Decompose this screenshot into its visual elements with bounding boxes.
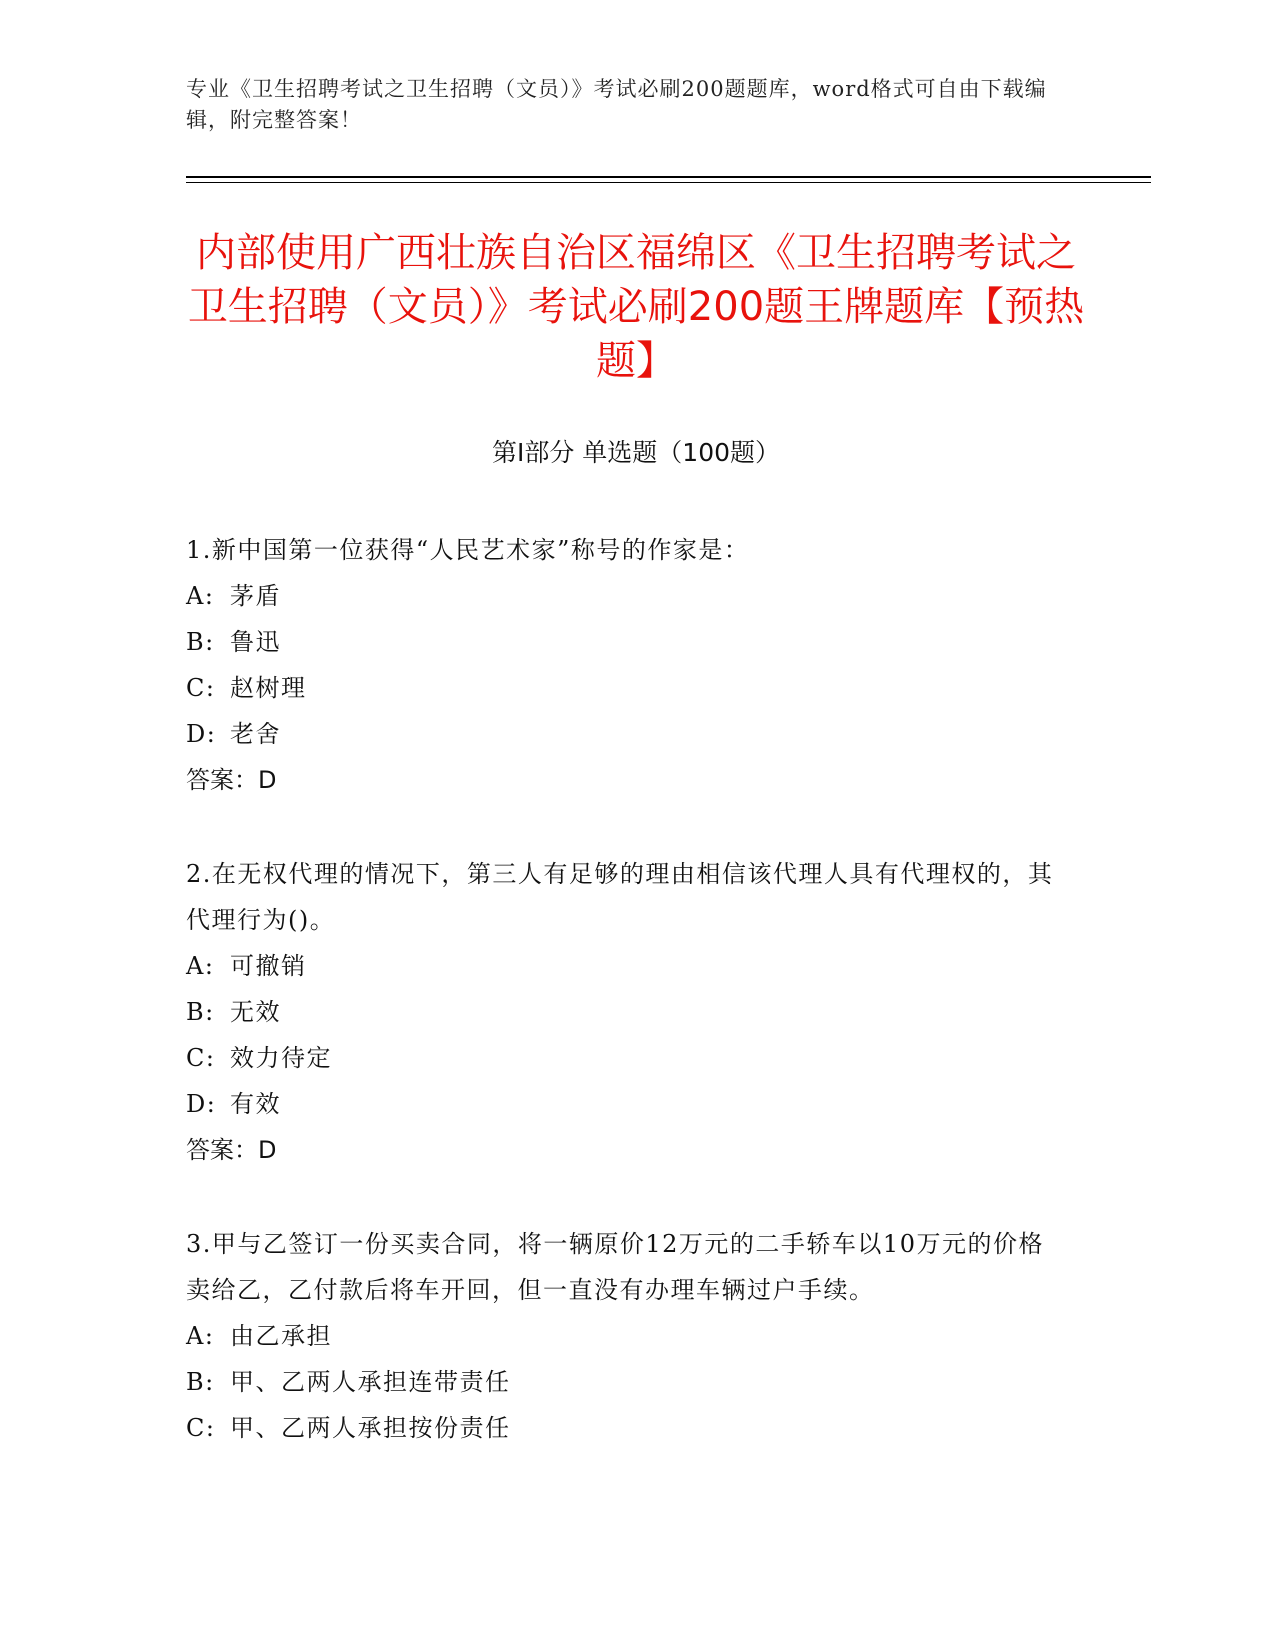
option-letter: D:: [186, 720, 217, 748]
option-text: 无效: [230, 998, 281, 1026]
option-a: [186, 1313, 1066, 1359]
question-stem: 1.新中国第一位获得“人民艺术家”称号的作家是：: [186, 536, 750, 564]
header-note: 专业《卫生招聘考试之卫生招聘（文员）》考试必刷200题题库，word格式可自由下载编辑，附完整答案！: [186, 77, 1047, 132]
option-b: [186, 619, 1066, 665]
option-a: [186, 943, 1066, 989]
option-letter: A:: [186, 582, 215, 610]
option-b: [186, 989, 1066, 1035]
option-d: [186, 1081, 1066, 1127]
option-c: [186, 665, 1066, 711]
option-a: [186, 573, 1066, 619]
option-text: 茅盾: [230, 582, 281, 610]
option-text: 有效: [230, 1090, 281, 1118]
option-text: 赵树理: [230, 674, 307, 702]
option-text: 甲、乙两人承担按份责任: [230, 1414, 511, 1442]
option-letter: C:: [186, 1414, 216, 1442]
option-text: 效力待定: [230, 1044, 332, 1072]
question-1: [186, 527, 1066, 803]
option-letter: A:: [186, 952, 215, 980]
option-d: [186, 711, 1066, 757]
option-text: 可撤销: [230, 952, 307, 980]
option-letter: B:: [186, 628, 215, 656]
question-list: [186, 527, 1066, 1499]
answer-line: 答案：D: [186, 766, 277, 794]
option-c: [186, 1035, 1066, 1081]
option-c: [186, 1405, 1066, 1451]
option-text: 鲁迅: [230, 628, 281, 656]
question-2: [186, 851, 1066, 1173]
option-letter: D:: [186, 1090, 217, 1118]
option-letter: A:: [186, 1322, 215, 1350]
option-text: 甲、乙两人承担连带责任: [230, 1368, 511, 1396]
option-letter: B:: [186, 998, 215, 1026]
option-letter: C:: [186, 1044, 216, 1072]
question-3: [186, 1221, 1066, 1451]
question-stem: 2.在无权代理的情况下，第三人有足够的理由相信该代理人具有代理权的，其代理行为()。: [186, 860, 1054, 934]
header-divider-thin: [186, 182, 1151, 183]
answer-line: 答案：D: [186, 1136, 277, 1164]
option-b: [186, 1359, 1066, 1405]
section-title: 第Ⅰ部分 单选题（100题）: [491, 438, 781, 467]
question-stem: 3.甲与乙签订一份买卖合同，将一辆原价12万元的二手轿车以10万元的价格卖给乙，乙付款后将车开回，但一直没有办理车辆过户手续。: [186, 1230, 1044, 1304]
option-letter: B:: [186, 1368, 215, 1396]
option-text: 由乙承担: [230, 1322, 332, 1350]
document-title: 内部使用广西壮族自治区福绵区《卫生招聘考试之卫生招聘（文员）》考试必刷200题王牌题库【预热题】: [187, 230, 1085, 384]
option-text: 老舍: [230, 720, 281, 748]
header-divider-thick: [186, 176, 1151, 178]
option-letter: C:: [186, 674, 216, 702]
